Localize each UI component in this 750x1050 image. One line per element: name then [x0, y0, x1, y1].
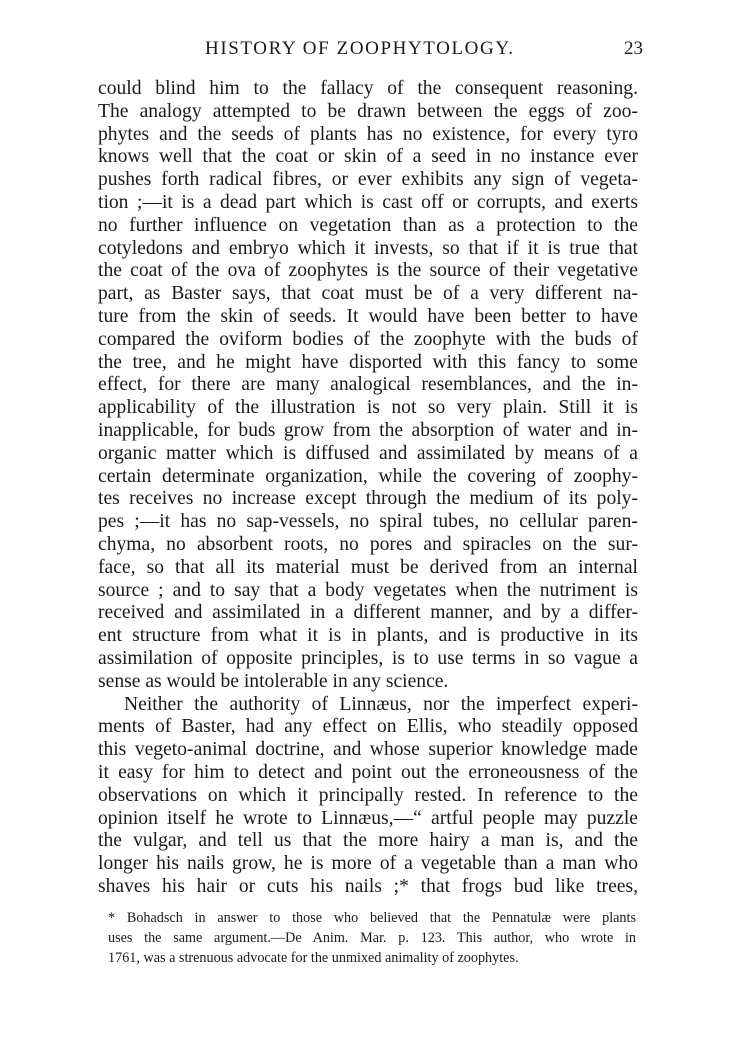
text-line: this vegeto-animal doctrine, and whose superior knowledge made [98, 739, 638, 761]
footnote-line: * Bohadsch in answer to those who believed that the Pennatulæ were plants [108, 910, 636, 926]
text-line: received and assimilated in a different manner, and by a differ- [98, 602, 638, 624]
body-text [98, 78, 638, 899]
text-line: no further influence on vegetation than as a protection to the [98, 214, 638, 236]
text-line: organic matter which is diffused and assimilated by means of a [98, 442, 638, 464]
running-head [205, 38, 655, 64]
text-line: opinion itself he wrote to Linnæus,—“ artful people may puzzle [98, 807, 638, 829]
text-line: tes receives no increase except through the medium of its poly- [98, 488, 638, 510]
footnote [108, 908, 636, 968]
footnote-line: uses the same argument.—De Anim. Mar. p. 123. This author, who wrote in [108, 930, 636, 946]
text-line: cotyledons and embryo which it invests, so that if it is true that [98, 237, 638, 259]
text-line: applicability of the illustration is not so very plain. Still it is [98, 397, 638, 419]
text-line: inapplicable, for buds grow from the absorption of water and in- [98, 419, 638, 441]
text-line: tion ;—it is a dead part which is cast off or corrupts, and exerts [98, 191, 638, 213]
text-line: ent structure from what it is in plants, and is productive in its [98, 625, 638, 647]
text-line: chyma, no absorbent roots, no pores and spiracles on the sur- [98, 533, 638, 555]
running-title: HISTORY OF ZOOPHYTOLOGY. [205, 38, 515, 59]
text-line: certain determinate organization, while the covering of zoophy- [98, 465, 638, 487]
footnote-line: 1761, was a strenuous advocate for the unmixed animality of zoophytes. [108, 950, 519, 966]
page-number: 23 [624, 38, 643, 59]
text-line: face, so that all its material must be derived from an internal [98, 556, 638, 578]
text-line: The analogy attempted to be drawn between the eggs of zoo- [98, 100, 638, 122]
text-line: pushes forth radical fibres, or ever exhibits any sign of vegeta- [98, 169, 638, 191]
text-line: observations on which it principally rested. In reference to the [98, 784, 638, 806]
text-line: assimilation of opposite principles, is to use terms in so vague a [98, 647, 638, 669]
text-line: it easy for him to detect and point out the erroneousness of the [98, 761, 638, 783]
text-line: knows well that the coat or skin of a seed in no instance ever [98, 146, 638, 168]
text-line: the tree, and he might have disported with this fancy to some [98, 351, 638, 373]
paragraph-1 [98, 78, 638, 694]
text-line: Neither the authority of Linnæus, nor the imperfect experi- [124, 693, 638, 715]
text-line: part, as Baster says, that coat must be of a very different na- [98, 283, 638, 305]
text-line: could blind him to the fallacy of the consequent reasoning. [98, 78, 638, 99]
text-line: pes ;—it has no sap-vessels, no spiral tubes, no cellular paren- [98, 511, 638, 533]
text-line: ture from the skin of seeds. It would have been better to have [98, 305, 638, 327]
text-line: shaves his hair or cuts his nails ;* that frogs bud like trees, [98, 875, 638, 897]
text-line: phytes and the seeds of plants has no existence, for every tyro [98, 123, 638, 145]
text-line: effect, for there are many analogical resemblances, and the in- [98, 374, 638, 396]
text-line: compared the oviform bodies of the zoophyte with the buds of [98, 328, 638, 350]
text-line: longer his nails grow, he is more of a vegetable than a man who [98, 853, 638, 875]
text-line: ments of Baster, had any effect on Ellis, who steadily opposed [98, 716, 638, 738]
paragraph-2 [98, 694, 638, 899]
text-line: the vulgar, and tell us that the more hairy a man is, and the [98, 830, 638, 852]
text-line: sense as would be intolerable in any science. [98, 670, 449, 692]
text-line: source ; and to say that a body vegetates when the nutriment is [98, 579, 638, 601]
text-line: the coat of the ova of zoophytes is the source of their vegetative [98, 260, 638, 282]
